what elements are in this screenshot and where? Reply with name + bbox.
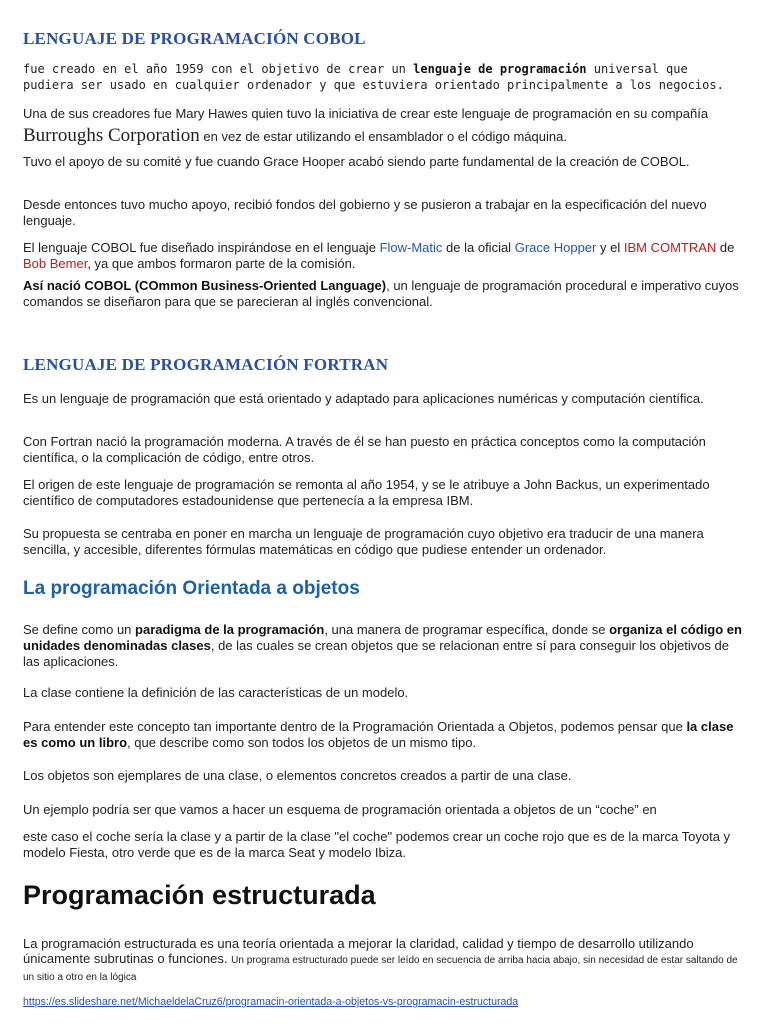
poo-paragraph-1 <box>23 622 744 670</box>
reference-line <box>23 992 744 1010</box>
bold-text: lenguaje de programación <box>413 62 587 76</box>
cobol-paragraph-4: Desde entonces tuvo mucho apoyo, recibió fondos del gobierno y se pusieron a trabajar en la especificación del nuevo lenguaje. <box>23 197 707 228</box>
estructurada-paragraph-1 <box>23 936 744 985</box>
cobol-paragraph-6 <box>23 278 744 310</box>
bold-text: Así nació COBOL (COmmon Business-Oriented Language) <box>23 278 387 293</box>
text: , de las cuales se crean objetos que se relacionan entre sí para conseguir los objetivos de las aplicaciones. <box>23 638 730 669</box>
poo-paragraph-3 <box>23 719 744 751</box>
text: universal que pudiera ser usado en cualquier ordenador y que estuviera orientado principalmente a los <box>23 62 688 92</box>
text: en vez de estar utilizando el ensamblador o el código máquina. <box>203 129 567 144</box>
company-name: Burroughs Corporation <box>23 125 200 146</box>
text: El lenguaje COBOL fue diseñado inspirándose en el lenguaje <box>23 240 376 255</box>
text: , que describe como son todos los objetos de un mismo tipo. <box>127 735 477 750</box>
text: La programación estructurada es una teoría orientada a mejorar la claridad, calidad y tiempo de desarrollo utilizando únicamente subrutinas o funciones. <box>23 936 694 966</box>
fortran-heading: LENGUAJE DE PROGRAMACIÓN FORTRAN <box>23 355 389 374</box>
ibm-comtran-link[interactable]: IBM COMTRAN <box>623 240 717 255</box>
cobol-paragraph-2 <box>23 103 744 148</box>
poo-paragraph-4: Los objetos son ejemplares de una clase, o elementos concretos creados a partir de una clase. <box>23 768 572 783</box>
bold-text: la clase es como un libro <box>23 719 734 750</box>
poo-heading: La programación Orientada a objetos <box>23 578 360 599</box>
bold-text: organiza el código en unidades denominadas clases <box>23 622 742 653</box>
fortran-paragraph-1: Es un lenguaje de programación que está orientado y adaptado para aplicaciones numéricas y computación científica. <box>23 391 704 406</box>
bob-bemer-link[interactable]: Bob Bemer <box>23 256 88 271</box>
flow-matic-link[interactable]: Flow-Matic <box>379 240 443 255</box>
estructurada-heading: Programación estructurada <box>23 880 376 910</box>
bold-text: paradigma de la programación <box>135 622 325 637</box>
cobol-paragraph-1 <box>23 61 744 93</box>
cobol-paragraph-5 <box>23 240 744 272</box>
text: fue creado en el año 1959 con el objetivo de crear un <box>23 62 406 76</box>
small-text: Un programa estructurado puede ser leído en secuencia de arriba hacia abajo, sin necesidad de estar saltando de un sitio a otro en la lógica <box>23 955 738 983</box>
poo-paragraph-2: La clase contiene la definición de las características de un modelo. <box>23 685 409 700</box>
poo-paragraph-6: este caso el coche sería la clase y a partir de la clase "el coche" podemos crear un coche rojo que es de la marca Toyota y modelo Fiesta, otro verde que es de la marca Seat y modelo Ibiza. <box>23 829 731 860</box>
text: , ya que ambos formaron parte de la comisión. <box>87 256 356 271</box>
text: Se define como un <box>23 622 132 637</box>
text: Una de sus creadores fue Mary Hawes quien tuvo la iniciativa de crear este lenguaje de programación en su compañía <box>23 106 709 121</box>
poo-paragraph-5: Un ejemplo podría ser que vamos a hacer un esquema de programación orientada a objetos de un “coche” en <box>23 802 657 817</box>
text: y el <box>599 240 621 255</box>
text: de la oficial <box>446 240 512 255</box>
fortran-paragraph-2: Con Fortran nació la programación moderna. A través de él se han puesto en práctica conceptos como la computación científica, o la complicación de código, entre otros. <box>23 434 706 465</box>
grace-hopper-link[interactable]: Grace Hopper <box>514 240 597 255</box>
text: , una manera de programar específica, donde se <box>324 622 606 637</box>
text: Para entender este concepto tan importante dentro de la Programación Orientada a Objetos, podemos pensar que <box>23 719 683 734</box>
cobol-heading: LENGUAJE DE PROGRAMACIÓN COBOL <box>23 29 366 48</box>
fortran-paragraph-4: Su propuesta se centraba en poner en marcha un lenguaje de programación cuyo objetivo era traducir de una manera sencilla, y accesible, diferentes fórmulas matemáticas en código que pudiese entender un ordenador. <box>23 526 704 557</box>
text: negocios. <box>658 78 724 92</box>
fortran-paragraph-3: El origen de este lenguaje de programación se remonta al año 1954, y se le atribuye a John Backus, un experimentado científico de computadores estadounidense que pertenecía a la empresa IBM. <box>23 477 710 508</box>
reference-link[interactable]: https://es.slideshare.net/MichaeldelaCruz6/programacin-orientada-a-objetos-vs-programacin-estructurada <box>23 996 519 1008</box>
text: , un lenguaje de programación procedural e imperativo cuyos comandos se diseñaron para que se parecieran al inglés convencional. <box>23 278 739 309</box>
cobol-paragraph-3: Tuvo el apoyo de su comité y fue cuando Grace Hooper acabó siendo parte fundamental de la creación de COBOL. <box>23 154 690 169</box>
text: de <box>719 240 735 255</box>
